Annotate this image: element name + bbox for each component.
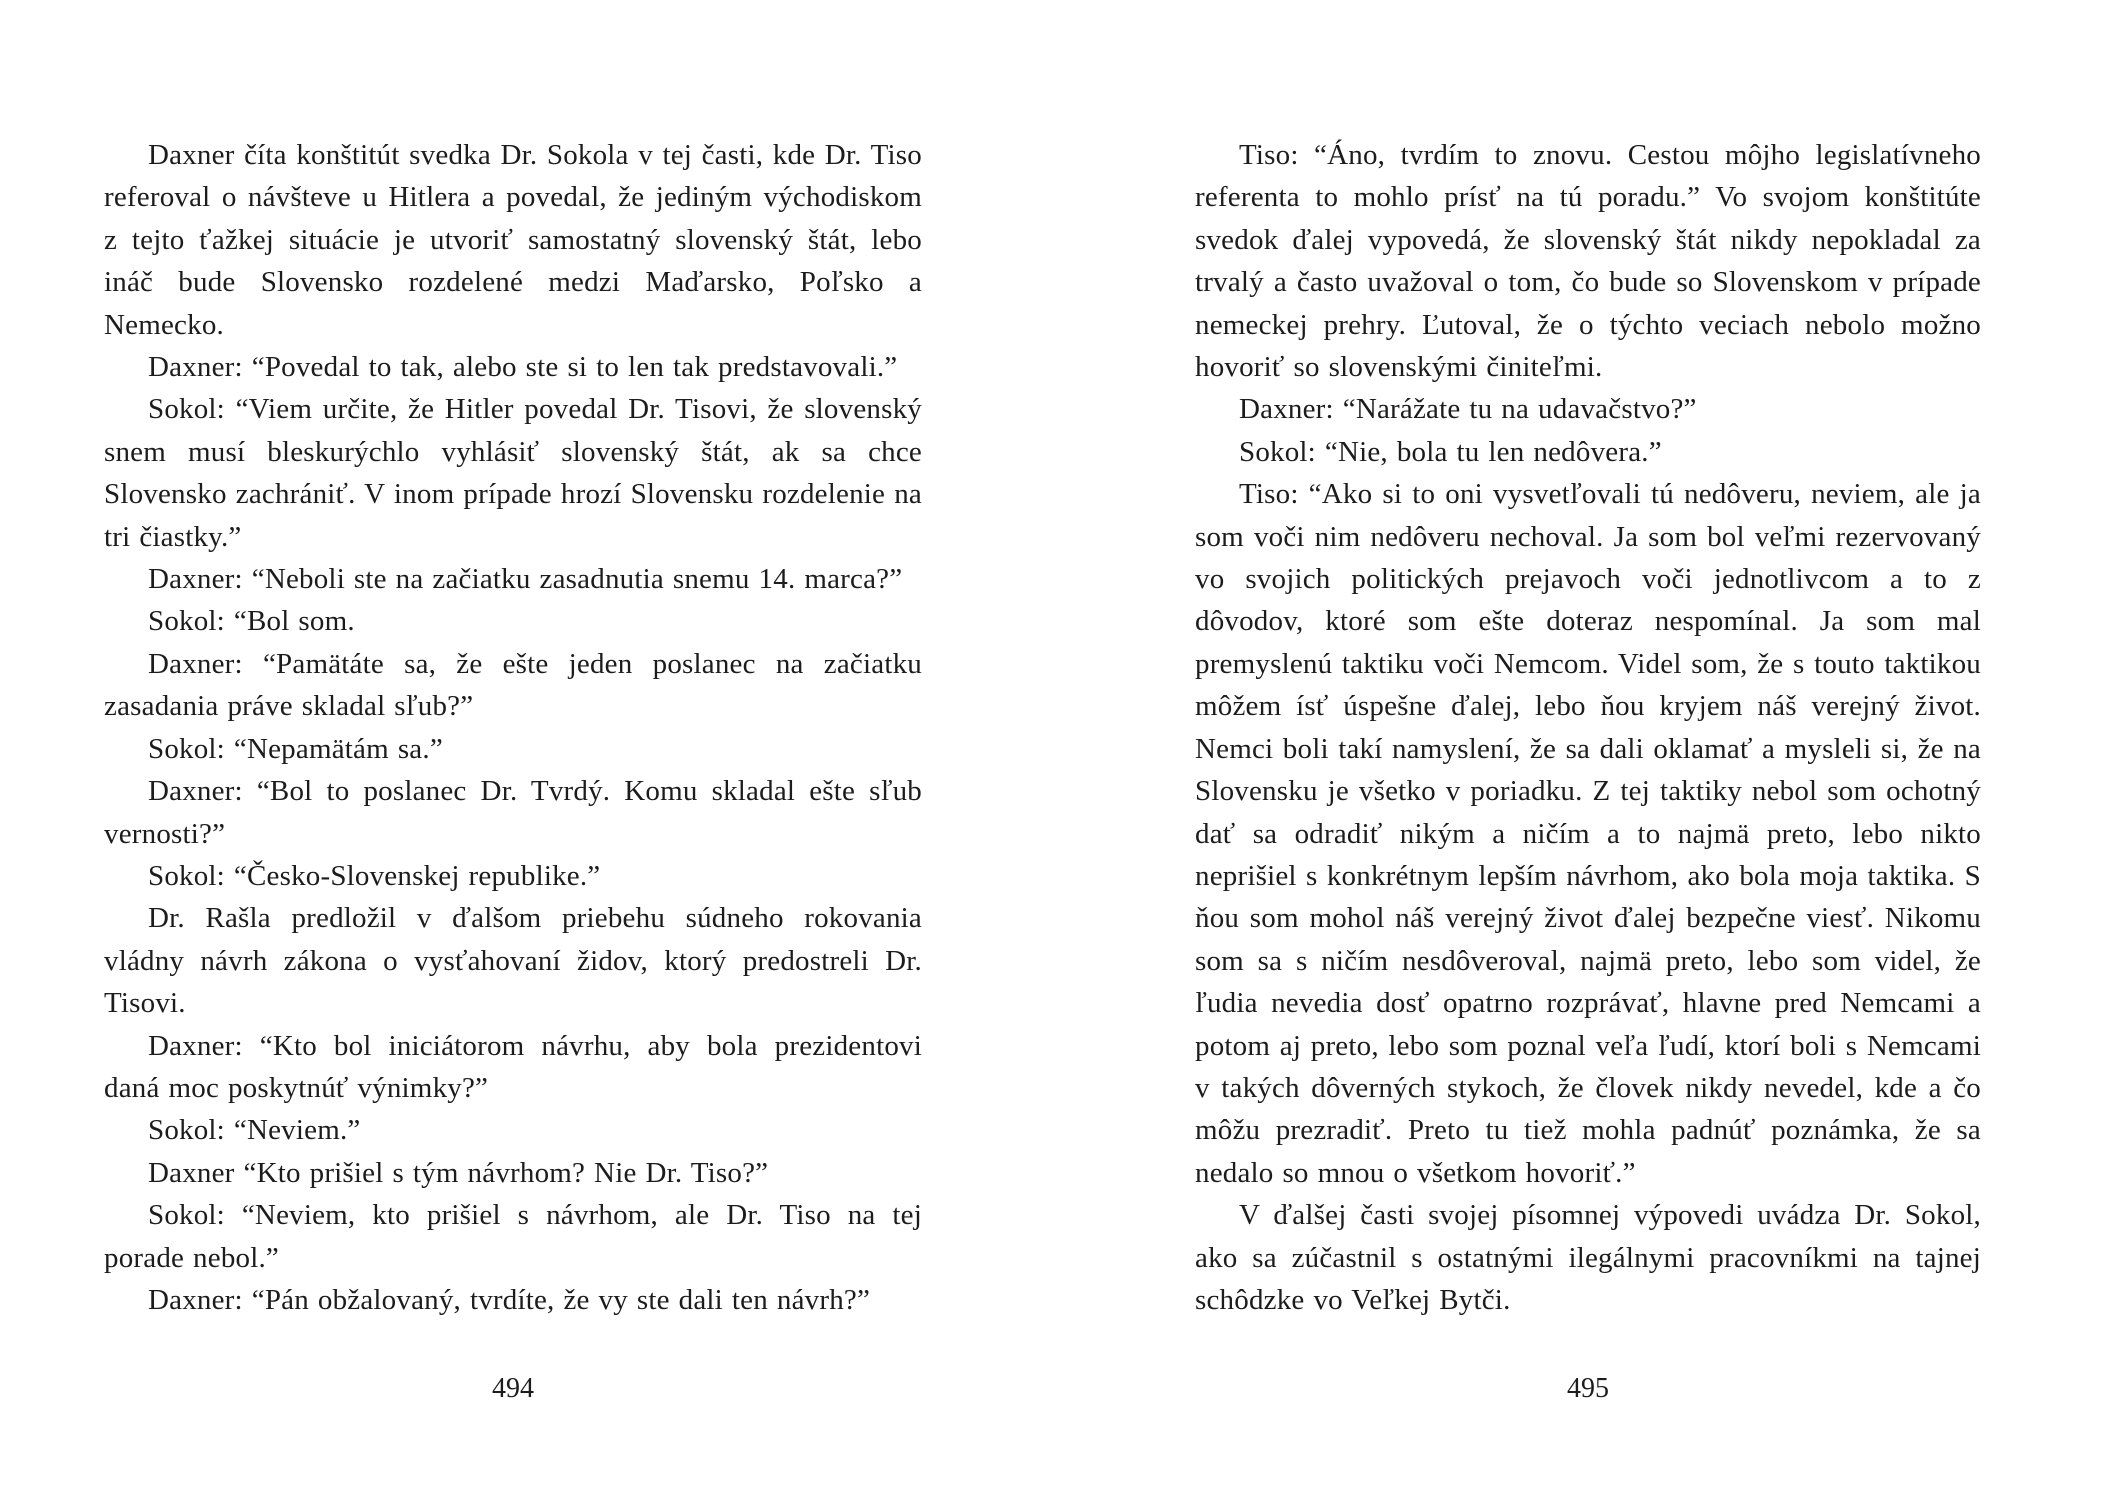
paragraph: Daxner: “Pán obžalovaný, tvrdíte, že vy ste dali ten návrh?” [148, 1283, 871, 1316]
paragraph: Sokol: “Neviem, kto prišiel s návrhom, ale Dr. Tiso na tej porade nebol.” [104, 1199, 922, 1274]
paragraph: Tiso: “Ako si to oni vysvetľovali tú nedôveru, neviem, ale ja som voči nim nedôveru nechoval. Ja som bol veľmi rezervovaný vo svojich politických prejavoch voči jednotlivcom a to z dôvodov, ktoré som ešte doteraz nespomínal. Ja som mal premyslenú taktiku voči Nemcom. Videl som, že s touto taktikou môžem ísť úspešne ďalej, lebo ňou kryjem náš verejný život. Nemci boli takí namyslení, že sa dali oklamať a mysleli si, že na Slovensku je všetko v poriadku. Z tej taktiky nebol som ochotný dať sa odradiť nikým a ničím a to najmä preto, lebo nikto neprišiel s konkrétnym lepším návrhom, ako bola moja taktika. S ňou som mohol náš verejný život ďalej bezpečne viesť. Nikomu som sa s ničím nesdôveroval, najmä preto, lebo som videl, že ľudia nevedia dosť opatrno rozprávať, hlavne pred Nemcami a potom aj preto, lebo som poznal veľa ľudí, ktorí boli s Nemcami v takých dôverných stykoch, že človek nikdy nevedel, kde a čo môžu prezradiť. Preto tu tiež mohla padnúť poznámka, že sa nedalo so mnou o všetkom hovoriť.” [1195, 478, 1981, 1189]
paragraph: Tiso: “Áno, tvrdím to znovu. Cestou môjho legislatívneho referenta to mohlo prísť na tú poradu.” Vo svojom konštitúte svedok ďalej vypovedá, že slovenský štát nikdy nepokladal za trvalý a často uvažoval o tom, čo bude so Slovenskom v prípade nemeckej prehry. Ľutoval, že o týchto veciach nebolo možno hovoriť so slovenskými činiteľmi. [1195, 139, 1981, 384]
paragraph: Sokol: “Viem určite, že Hitler povedal Dr. Tisovi, že slovenský snem musí bleskurýchlo vyhlásiť slovenský štát, ak sa chce Slovensko zachrániť. V inom prípade hrozí Slovensku rozdelenie na tri čiastky.” [104, 393, 922, 553]
paragraph: Sokol: “Nepamätám sa.” [148, 732, 443, 765]
right-page [1195, 134, 1981, 1321]
left-page [104, 134, 922, 1321]
paragraph: Daxner: “Kto bol iniciátorom návrhu, aby bola prezidentovi daná moc poskytnúť výnimky?” [104, 1029, 922, 1104]
paragraph: V ďalšej časti svojej písomnej výpovedi uvádza Dr. Sokol, ako sa zúčastnil s ostatnými ilegálnymi pracovníkmi na tajnej schôdzke vo Veľkej Bytči. [1195, 1199, 1981, 1316]
paragraph: Daxner: “Neboli ste na začiatku zasadnutia snemu 14. marca?” [148, 563, 903, 596]
page-number: 495 [1567, 1373, 1609, 1404]
paragraph: Sokol: “Bol som. [148, 605, 355, 638]
paragraph: Sokol: “Nie, bola tu len nedôvera.” [1239, 435, 1662, 468]
paragraph: Daxner: “Pamätáte sa, že ešte jeden poslanec na začiatku zasadania práve skladal sľub?” [104, 647, 922, 723]
paragraph: Daxner: “Narážate tu na udavačstvo?” [1239, 393, 1697, 426]
paragraph: Daxner “Kto prišiel s tým návrhom? Nie Dr. Tiso?” [148, 1156, 769, 1189]
page-number: 494 [492, 1373, 534, 1404]
paragraph: Daxner: “Bol to poslanec Dr. Tvrdý. Komu skladal ešte sľub vernosti?” [104, 775, 922, 850]
paragraph: Sokol: “Neviem.” [148, 1114, 361, 1147]
paragraph: Daxner: “Povedal to tak, alebo ste si to len tak predstavovali.” [148, 351, 898, 384]
paragraph: Dr. Rašla predložil v ďalšom priebehu súdneho rokovania vládny návrh zákona o vysťahovaní židov, ktorý predostreli Dr. Tisovi. [104, 902, 922, 1020]
paragraph: Sokol: “Česko-Slovenskej republike.” [148, 859, 601, 892]
paragraph: Daxner číta konštitút svedka Dr. Sokola v tej časti, kde Dr. Tiso referoval o návšteve u Hitlera a povedal, že jediným východiskom z tejto ťažkej situácie je utvoriť samostatný slovenský štát, lebo ináč bude Slovensko rozdelené medzi Maďarsko, Poľsko a Nemecko. [104, 139, 922, 341]
